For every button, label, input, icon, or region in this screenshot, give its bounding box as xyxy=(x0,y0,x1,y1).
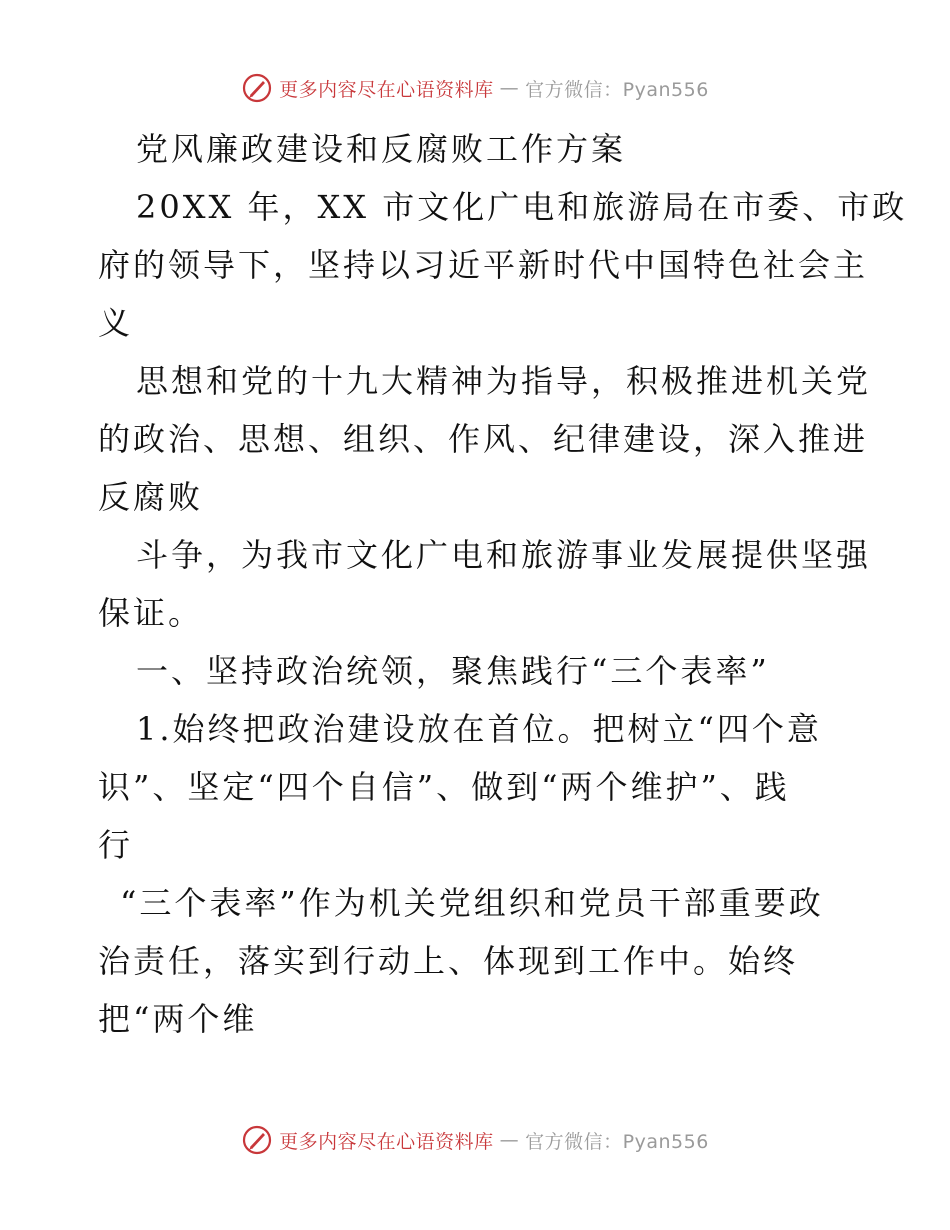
watermark-red-text: 更多内容尽在心语资料库 xyxy=(279,78,494,101)
paragraph-line: 1.始终把政治建设放在首位。把树立“四个意 xyxy=(136,710,822,748)
paragraph-line: 思想和党的十九大精神为指导，积极推进机关党 xyxy=(136,362,872,400)
paragraph-line: 识”、坚定“四个自信”、做到“两个维护”、践 xyxy=(98,768,790,806)
paragraph-line: 保证。 xyxy=(98,594,204,632)
watermark-header xyxy=(0,72,950,104)
paragraph-line: 20XX 年，XX 市文化广电和旅游局在市委、市政 xyxy=(136,188,908,226)
document-body xyxy=(98,120,908,1048)
paragraph-line: 义 xyxy=(98,304,134,342)
paragraph-line: 反腐败 xyxy=(98,478,204,516)
quill-pen-icon xyxy=(241,1124,273,1156)
paragraph-line: “三个表率”作为机关党组织和党员干部重要政 xyxy=(120,884,824,922)
quill-pen-icon xyxy=(241,72,273,104)
paragraph-line: 治责任，落实到行动上、体现到工作中。始终 xyxy=(98,942,799,980)
watermark-footer xyxy=(0,1124,950,1156)
watermark-dash: — xyxy=(499,1129,520,1151)
section-heading: 一、坚持政治统领，聚焦践行“三个表率” xyxy=(136,652,770,690)
paragraph-line: 斗争，为我市文化广电和旅游事业发展提供坚强 xyxy=(136,536,872,574)
document-title: 党风廉政建设和反腐败工作方案 xyxy=(136,130,627,168)
paragraph-line: 的政治、思想、组织、作风、纪律建设，深入推进 xyxy=(98,420,869,458)
paragraph-line: 府的领导下，坚持以习近平新时代中国特色社会主 xyxy=(98,246,869,284)
watermark-gray-text: 官方微信：Pyan556 xyxy=(525,78,709,101)
watermark-red-text: 更多内容尽在心语资料库 xyxy=(279,1130,494,1153)
paragraph-line: 把“两个维 xyxy=(98,1000,258,1038)
watermark-dash: — xyxy=(499,77,520,99)
watermark-gray-text: 官方微信：Pyan556 xyxy=(525,1130,709,1153)
paragraph-line: 行 xyxy=(98,826,134,864)
